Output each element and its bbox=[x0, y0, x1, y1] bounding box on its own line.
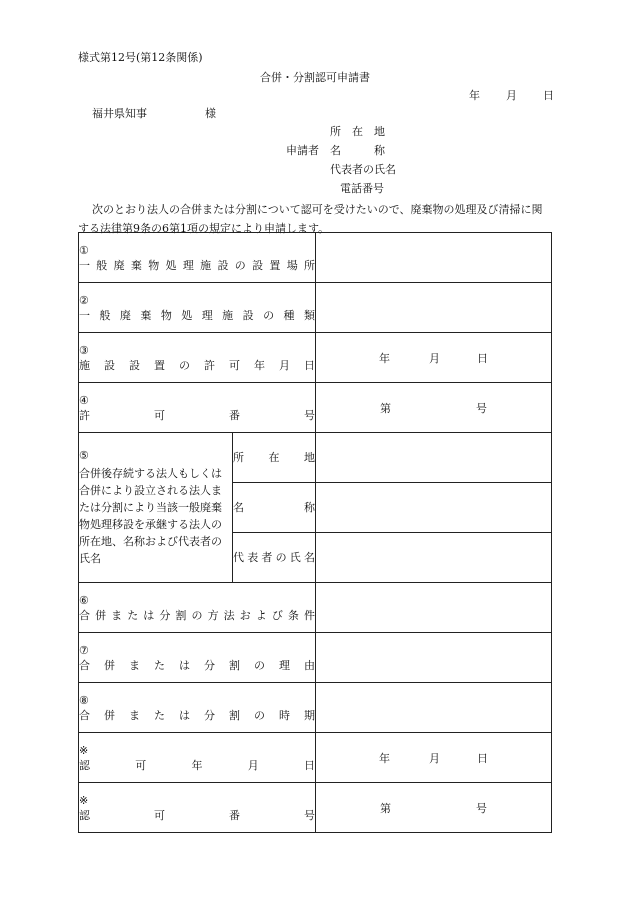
row-number: ③ bbox=[79, 343, 89, 357]
row4-value-field[interactable] bbox=[316, 383, 552, 433]
applicant-phone-label: 電話番号 bbox=[340, 182, 384, 195]
row-number: ⑦ bbox=[79, 643, 89, 657]
application-statement: 次のとおり法人の合併または分割について認可を受けたいので、廃棄物の処理及び清掃に関する法律第9条の6第1項の規定により申請します。 bbox=[78, 203, 543, 235]
approval-number-field[interactable] bbox=[316, 783, 552, 833]
form-id: 様式第12号(第12条関係) bbox=[78, 51, 203, 64]
table-row bbox=[79, 383, 552, 433]
row-label: 合併後存続する法人もしくは合併により設立される法人または分割により当該一般廃棄物処理移設を承継する法人の所在地、名称および代表者の氏名 bbox=[79, 467, 222, 565]
dai-label: 第 bbox=[380, 401, 391, 415]
row-label: 合併または分割の理由 bbox=[79, 658, 315, 672]
row-label: 施設設置の許可年月日 bbox=[79, 358, 315, 372]
addressee bbox=[92, 108, 216, 119]
month-label: 月 bbox=[429, 351, 440, 365]
row1-value-field[interactable] bbox=[316, 233, 552, 283]
applicant-rep-label: 代表者の氏名 bbox=[330, 163, 396, 176]
row5-name-field[interactable] bbox=[316, 483, 552, 533]
row5-address-field[interactable] bbox=[316, 433, 552, 483]
row-label: 一般廃棄物処理施設の設置場所 bbox=[79, 258, 315, 272]
go-label: 号 bbox=[476, 801, 487, 815]
row-number: ① bbox=[79, 243, 89, 257]
row-label: 一般廃棄物処理施設の種類 bbox=[79, 308, 315, 322]
application-table bbox=[78, 232, 552, 833]
submission-date bbox=[469, 90, 554, 101]
approval-date-label bbox=[79, 733, 316, 783]
row5-rep-label bbox=[233, 533, 316, 583]
sub-label: 名 称 bbox=[233, 501, 315, 514]
row2-label bbox=[79, 283, 316, 333]
approval-date-field[interactable] bbox=[316, 733, 552, 783]
table-row bbox=[79, 783, 552, 833]
row4-label bbox=[79, 383, 316, 433]
form-title: 合併・分割認可申請書 bbox=[260, 71, 370, 84]
day-label: 日 bbox=[477, 351, 488, 365]
table-row bbox=[79, 633, 552, 683]
date-day-label: 日 bbox=[543, 89, 554, 102]
row-number: ※ bbox=[79, 743, 89, 757]
row-number: ⑧ bbox=[79, 693, 89, 707]
day-label: 日 bbox=[477, 751, 488, 765]
row-number: ④ bbox=[79, 393, 89, 407]
row8-label bbox=[79, 683, 316, 733]
row-number: ② bbox=[79, 293, 89, 307]
row3-label bbox=[79, 333, 316, 383]
applicant-address-label: 所 在 地 bbox=[330, 125, 385, 138]
row-label: 認可年月日 bbox=[79, 758, 315, 772]
go-label: 号 bbox=[476, 401, 487, 415]
row-number: ⑥ bbox=[79, 593, 89, 607]
sub-label: 所 在 地 bbox=[233, 451, 315, 464]
row5-name-label bbox=[233, 483, 316, 533]
date-month-label: 月 bbox=[506, 89, 517, 102]
row7-value-field[interactable] bbox=[316, 633, 552, 683]
dai-label: 第 bbox=[380, 801, 391, 815]
row6-value-field[interactable] bbox=[316, 583, 552, 633]
row-label: 合併または分割の方法および条件 bbox=[79, 608, 315, 622]
row5-address-label bbox=[233, 433, 316, 483]
table-row bbox=[79, 233, 552, 283]
row3-value-field[interactable] bbox=[316, 333, 552, 383]
addressee-name: 福井県知事 bbox=[92, 107, 147, 120]
approval-number-label bbox=[79, 783, 316, 833]
row-number: ⑤ bbox=[79, 449, 89, 462]
row-number: ※ bbox=[79, 793, 89, 807]
honorific: 様 bbox=[205, 107, 216, 120]
table-row bbox=[79, 733, 552, 783]
row5-rep-field[interactable] bbox=[316, 533, 552, 583]
row1-label bbox=[79, 233, 316, 283]
applicant-block bbox=[286, 126, 420, 202]
sub-label: 代表者の氏名 bbox=[233, 551, 315, 564]
row-label: 合併または分割の時期 bbox=[79, 708, 315, 722]
row5-label bbox=[79, 433, 233, 583]
row-label: 認可番号 bbox=[79, 808, 315, 822]
table-row bbox=[79, 283, 552, 333]
row2-value-field[interactable] bbox=[316, 283, 552, 333]
row-label: 許可番号 bbox=[79, 408, 315, 422]
applicant-name-label: 名 称 bbox=[330, 144, 385, 157]
month-label: 月 bbox=[429, 751, 440, 765]
row7-label bbox=[79, 633, 316, 683]
table-row bbox=[79, 433, 552, 483]
row8-value-field[interactable] bbox=[316, 683, 552, 733]
table-row bbox=[79, 583, 552, 633]
table-row bbox=[79, 333, 552, 383]
year-label: 年 bbox=[379, 751, 390, 765]
row6-label bbox=[79, 583, 316, 633]
year-label: 年 bbox=[379, 351, 390, 365]
table-row bbox=[79, 683, 552, 733]
applicant-label: 申請者 bbox=[286, 144, 319, 157]
date-year-label: 年 bbox=[469, 89, 480, 102]
